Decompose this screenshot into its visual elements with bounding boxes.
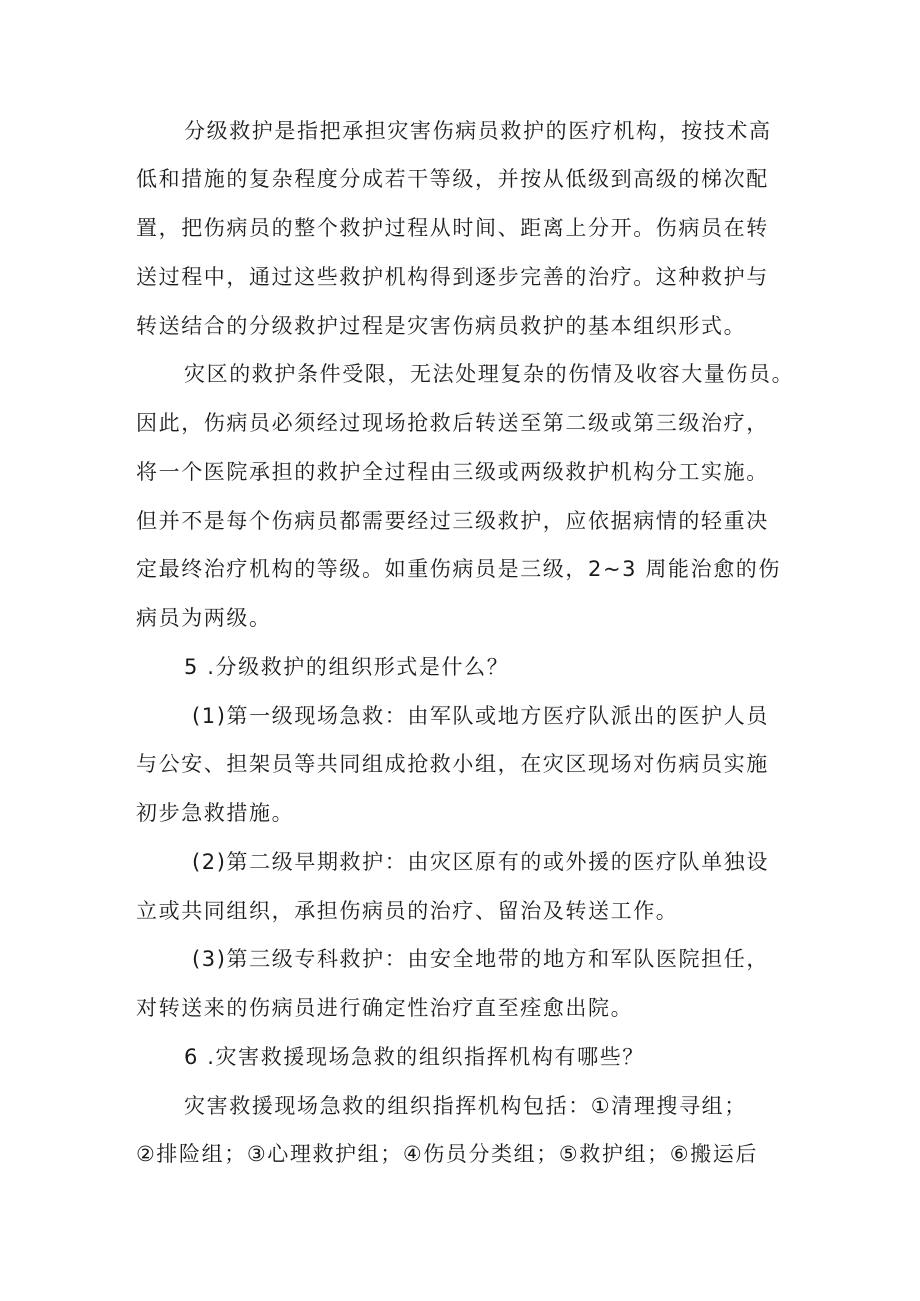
paragraph-2-line-1: 灾区的救护条件受限，无法处理复杂的伤情及收容大量伤员。 — [184, 362, 795, 386]
paragraph-2-line-4: 但并不是每个伤病员都需要经过三级救护，应依据病情的轻重决 — [136, 509, 769, 533]
level-1-item-line-2: 与公安、担架员等共同组成抢救小组，在灾区现场对伤病员实施 — [136, 752, 769, 776]
question-6-heading: 6 .灾害救援现场急救的组织指挥机构有哪些？ — [184, 1045, 645, 1069]
paragraph-1-line-1: 分级救护是指把承担灾害伤病员救护的医疗机构，按技术高 — [184, 119, 772, 143]
paragraph-2-line-6: 病员为两级。 — [136, 606, 272, 630]
paragraph-final-line-2: ②排险组；③心理救护组；④伤员分类组；⑤救护组；⑥搬运后 — [136, 1142, 758, 1166]
paragraph-1-line-4: 送过程中，通过这些救护机构得到逐步完善的治疗。这种救护与 — [136, 265, 769, 289]
paragraph-1-line-3: 置，把伤病员的整个救护过程从时间、距离上分开。伤病员在转 — [136, 216, 769, 240]
level-1-item-line-1: (1)第一级现场急救：由军队或地方医疗队派出的医护人员 — [192, 704, 769, 728]
question-5-heading: 5 .分级救护的组织形式是什么？ — [184, 655, 510, 679]
level-3-item-line-2: 对转送来的伤病员进行确定性治疗直至痊愈出院。 — [136, 996, 634, 1020]
level-3-item-line-1: (3)第三级专科救护：由安全地带的地方和军队医院担任， — [192, 947, 769, 971]
level-2-item-line-2: 立或共同组织，承担伤病员的治疗、留治及转送工作。 — [136, 899, 679, 923]
paragraph-2-line-2: 因此，伤病员必须经过现场抢救后转送至第二级或第三级治疗， — [136, 411, 769, 435]
paragraph-final-line-1: 灾害救援现场急救的组织指挥机构包括：①清理搜寻组； — [184, 1094, 747, 1118]
paragraph-1-line-2: 低和措施的复杂程度分成若干等级，并按从低级到高级的梯次配 — [136, 167, 769, 191]
level-2-item-line-1: (2)第二级早期救护：由灾区原有的或外援的医疗队单独设 — [192, 850, 769, 874]
level-1-item-line-3: 初步急救措施。 — [136, 801, 295, 825]
paragraph-2-line-3: 将一个医院承担的救护全过程由三级或两级救护机构分工实施。 — [136, 460, 769, 484]
paragraph-2-line-5: 定最终治疗机构的等级。如重伤病员是三级，2~3 周能治愈的伤 — [136, 557, 781, 581]
paragraph-1-line-5: 转送结合的分级救护过程是灾害伤病员救护的基本组织形式。 — [136, 314, 747, 338]
